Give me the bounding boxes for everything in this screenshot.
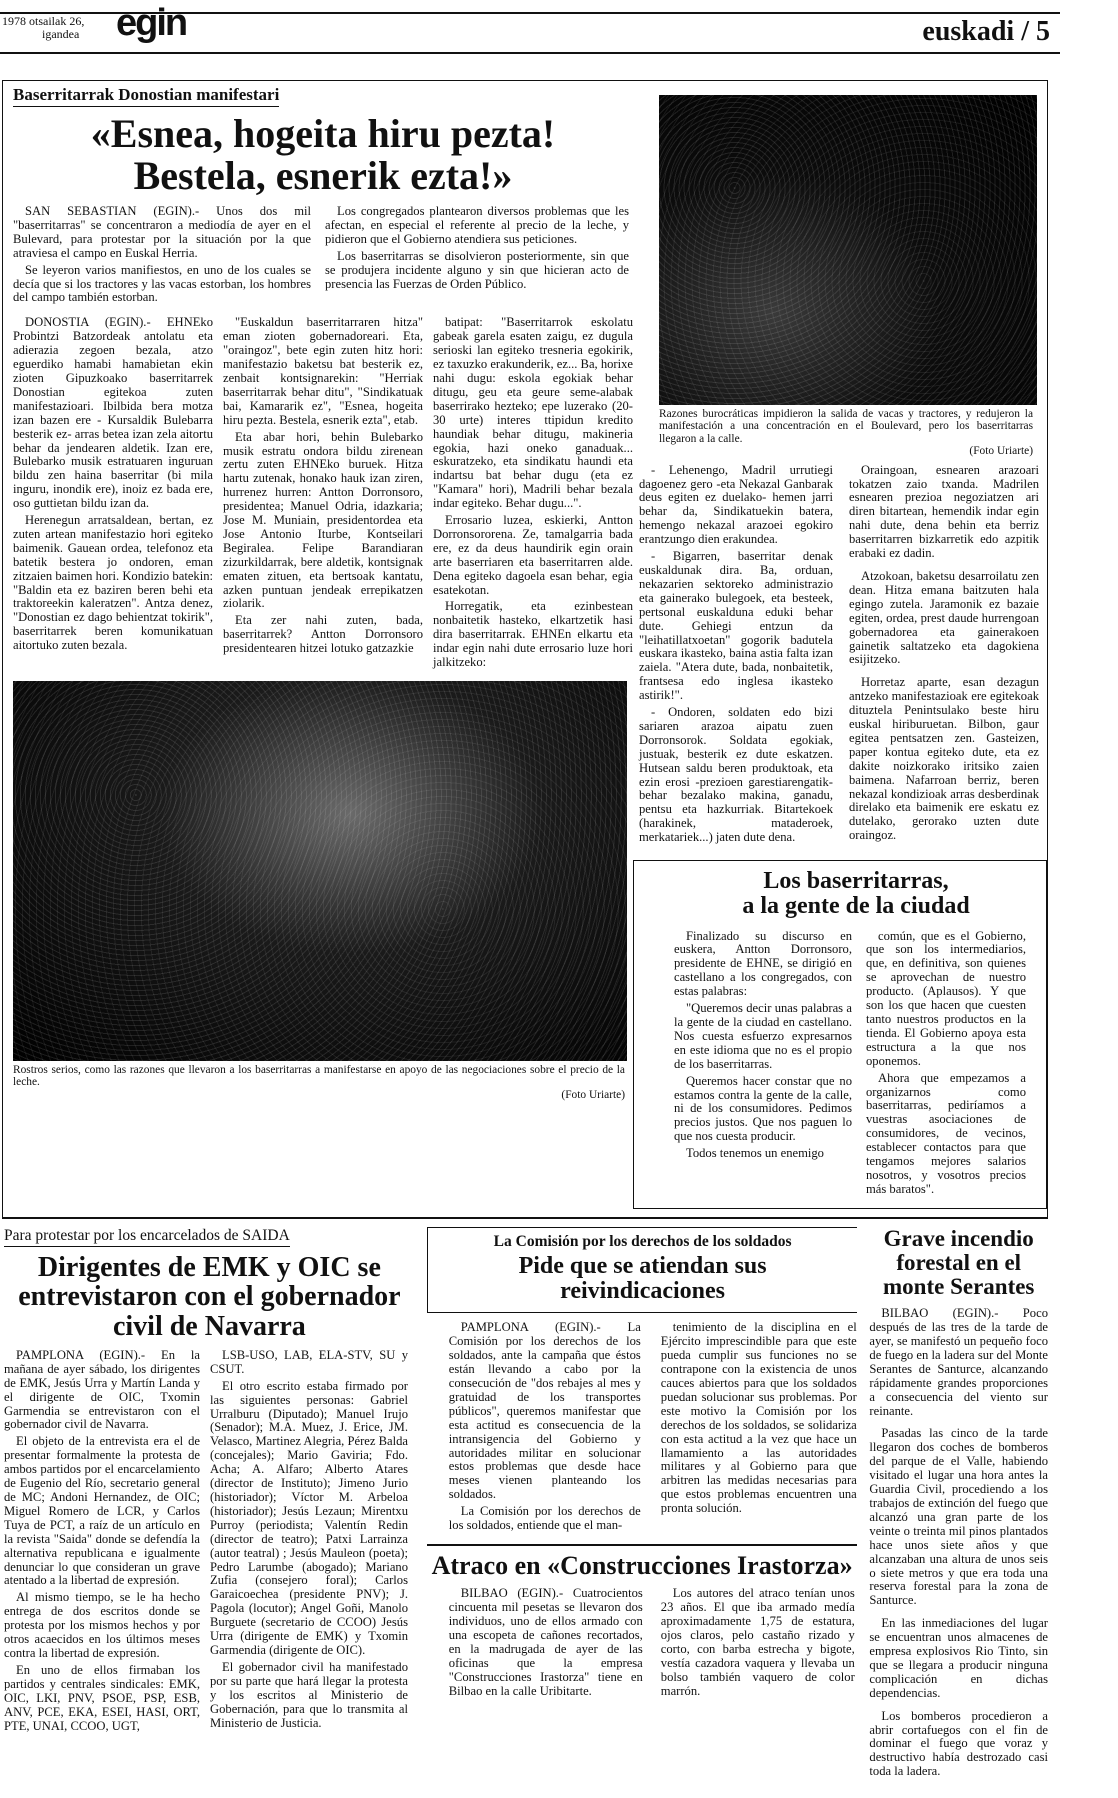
- paragraph: Todos tenemos un enemigo: [686, 1146, 824, 1161]
- weekday: igandea: [42, 27, 80, 41]
- paragraph: SAN SEBASTIAN (EGIN).- Unos dos mil "baserritarras" se concentraron a mediodía de ayer en el Bulevard, para protestar por la situación por la que atraviesa el campo en Euskal Herria.: [13, 204, 311, 260]
- soldados-kicker: La Comisión por los derechos de los soldados: [493, 1232, 792, 1250]
- paragraph: Oraingoan, esnearen arazoari tokatzen zaio txanda. Madrilen esnearen prezioa negoziatzen ari diren bitartean, hemendik indar egin nahi dute, dena behin eta berriz baserritarren bizkarretik edo azpitik erabaki ez dadin.: [849, 462, 1039, 561]
- paragraph: Errosario luzea, eskierki, Antton Dorronsororena. Ze, tamalgarria bada ere, ez da deus haundirik egin orain arte baserriaren eta baserritarren alde. Dena egiteko dagoela esan behar, egia esatekotan.: [433, 513, 633, 597]
- basque-columns: [13, 316, 633, 673]
- incendio-headline: Grave incendio forestal en el monte Serantes: [883, 1225, 1035, 1300]
- caption-text: Razones burocráticas impidieron la salida de vacas y tractores, y redujeron la manifestación a una concentración en el Boulevard, pero los baserritarras llegaron a la calle.: [659, 408, 1033, 445]
- paragraph: Eta zer nahi zuten, bada, baserritarrek? Antton Dorronsoro presidentearen hitzei lotuko gatzazkie: [223, 613, 423, 656]
- paragraph: BILBAO (EGIN).- Cuatrocientos cincuenta mil pesetas se llevaron dos individuos, uno de ellos armado con una escopeta de cañones recortados, en la madrugada de ayer de las oficinas que la empresa "Construcciones Irastorza" tiene en Bilbao en la calle Uribitarte.: [448, 1586, 643, 1698]
- paragraph: LSB-USO, LAB, ELA-STV, SU y CSUT.: [210, 1347, 408, 1376]
- soldados-box: [427, 1227, 858, 1314]
- paragraph: PAMPLONA (EGIN).- La Comisión por los derechos de los soldados, ante la campaña que éstos están llevando a cabo por la consecución de "dos rebajes al mes y gratuidad de los transportes públicos", queremos manifestar que esta actitud es consecuencia de la intransigencia del Gobierno y autoridades militar en solucionar estos problemas que desde hace meses vienen planteando los soldados.: [448, 1320, 641, 1502]
- caption-text: Rostros serios, como las razones que llevaron a los baserritarras a manifestarse en apoyo de las negociaciones sobre el precio de la leche.: [13, 1064, 625, 1089]
- paragraph: Pasadas las cinco de la tarde llegaron dos coches de bomberos del parque de el Valle, habiendo visitado el lugar una hora antes la Guardia Civil, procediendo a los trabajos de extinción del fuego que alcanzó una gran parte de los veinte o treinta mil pinos plantados hace unos siete años y que alcanzaban una altura de unos seis o siete metros y que era toda una reserva forestal para la zona de Santurce.: [869, 1426, 1048, 1608]
- headline-line: a la gente de la ciudad: [742, 893, 970, 920]
- soldados-col1: [449, 1321, 641, 1536]
- paragraph: La Comisión por los derechos de los soldados, entiende que el man-: [448, 1504, 641, 1533]
- paragraph: Se leyeron varios manifiestos, en uno de los cuales se decía que si los tractores y las vacas estorban, los hombres del campo también estorban.: [13, 262, 311, 305]
- atraco-headline: Atraco en «Construcciones Irastorza»: [431, 1551, 853, 1581]
- photo-big-caption: [13, 1064, 625, 1101]
- right-col2: [849, 464, 1039, 853]
- paragraph: El gobernador civil ha manifestado por su parte que hará llegar la protesta y los escritos al Ministerio de Gobernación, para que lo transmita al Ministerio de Justicia.: [210, 1659, 408, 1730]
- emk-columns: [4, 1349, 415, 1736]
- paragraph: BILBAO (EGIN).- Poco después de las tres de la tarde de ayer, se manifestó un pequeño foco de fuego en la ladera sur del Monte Serantes de Santurce, alcanzando rápidamente grandes proporciones a consecuencia del viento sur reinante.: [869, 1306, 1048, 1418]
- basque-col3: [433, 316, 633, 673]
- lead-headline: «Esnea, hogeita hiru pezta! Bestela, esnerik ezta!»: [90, 111, 556, 198]
- section-page-label: euskadi / 5: [922, 16, 1050, 47]
- emk-col1: [4, 1349, 200, 1736]
- paragraph: batipat: "Baserritarrok eskolatu gabeak garela esaten zaigu, ez dugula serioski lan egiteko tresneria egokirik, ez taxuzko erakunderik, ez... Ba, horixe nahi dugu: eskola egokiak behar ditugu, geu eta geure seme-alabak baserrirako hezteko; epe luzerako (20-30 urte) interes ttipidun kredito haundiak behar ditugu, makineria egokia, hazi oneko ganaduak... eskuratzeko, eta sindikatu haundi eta indartsu bat behar dugu (eta ez "Kamara" hori), Madrili behar bezala indar egiteko. Behar dugu...".: [433, 315, 634, 511]
- photo-credit: (Foto Uriarte): [561, 1088, 625, 1101]
- paragraph: - Bigarren, baserritar denak euskaldunak dira. Ba, orduan, nekazarien sektoreko administrazio eta gainerako bulegoek, eta besteek, pertsonal euskalduna eduki behar dute. Gehiegi entzun da "leihatillatxoetan" gogorik badutela euskara ikasteko, baina astia falta izan zaiela. "Atera dute, bada, nonbaitetik, frantsesa edo inglesa ikasteko astirik!".: [639, 549, 833, 703]
- paragraph: - Ondoren, soldaten edo bizi sariaren arazoa aipatu zuen Dorronsorok. Soldata egokiak, justuak, besterik ez dute eskatzen. Hutsean saldu beren produktoak, eta ezin erosi -prezioen garestiarengatik- behar bezalako makina, ganadu, pentsu eta hazkurriak. Bitartekoek (harakinek, mataderoek, merkatariek...) jaten dute dena.: [639, 705, 833, 845]
- box-baserritarras: [633, 860, 1047, 1209]
- basque-col1: [13, 316, 213, 656]
- emk-headline: Dirigentes de EMK y OIC se entrevistaron con el gobernador civil de Navarra: [18, 1251, 401, 1342]
- egin-logo: egin: [116, 2, 187, 44]
- soldados-bottom-rule: [427, 1544, 858, 1546]
- box-col2: [866, 930, 1026, 1200]
- photo-concentration-boulevard: [659, 95, 1037, 405]
- lead-intro-col2: [325, 205, 629, 294]
- lead-intro: [13, 205, 633, 308]
- paragraph: El otro escrito estaba firmado por las siguientes personas: Gabriel Urralburu (Diputado); Manuel Irujo (Senador); M.A. Muez, J. Erice, JM. Velasco, Martinez Alegria, Pérez Balda (concejales); Mario Gaviria; Fdo. Acha; A. Alfaro; Alberto Atares (director de Instituto); Jimeno Jurio (historiador); Víctor M. Arbeloa (historiador); Jesús Lezaun; Mirentxu Purroy (periodista; Valentín Redin (director de teatro); Patxi Larrainza (autor teatral) ; Jesús Mauleon (poeta); Pedro Larumbe (abogado); Mariano Zufia (consejero foral); Carlos Garaicoechea (presidente PNV); J. Pagola (locutor); Angel Goñi, Manolo Burguete (secretario de CCOO) Jesús Urra (dirigente de EMK) y Txomin Garmendia (dirigente de OIC).: [210, 1378, 408, 1657]
- paragraph: El objeto de la entrevista era el de presentar formalmente la protesta de ambos partidos por el encarcelamiento de Eugenio del Río, secretario general de MC; Andoni Hernandez, de OIC; Miguel Romero de LCR, y Carlos Tuya de PCT, a raíz de un artículo en la revista "Saida" donde se defendía la alternativa republicana e igualmente denunciar lo que consideran un grave atentado a la libertad de expresión.: [4, 1434, 200, 1588]
- soldados-col2: [661, 1321, 857, 1519]
- lead-right-area: [639, 85, 1047, 1209]
- paragraph: En las inmediaciones del lugar se encuentran unos almacenes de empresa explosivos Rio Tinto, sin que se llegara a producir ninguna complicación en dichas dependencias.: [869, 1616, 1048, 1700]
- paragraph: Herenegun arratsaldean, bertan, ez zuten artean manifestazio hori egiteko baimenik. Gauean ordea, telefonoz eta batetik bestera jo ondoren, eman zitzaien baimen hori. Kondizio batekin: "Baldin eta ez baziren beren behi eta traktoreekin kaleratzen". Antza denez, "Donostian ez dago behientzat tokirik", baserritarrek beren komunikatuan aitortuko zuten bezala.: [13, 513, 213, 653]
- paragraph: - Lehenengo, Madril urrutiegi dagoenez gero -eta Nekazal Ganbarak deus egiten ez duelako- hemen jarri behar da, Sindikatuekin batera, hemengo nekazal arazoei egokiro erantzungo dien erakundea.: [639, 462, 833, 547]
- basque-col2: [223, 316, 423, 659]
- lead-kicker: Baserritarrak Donostian manifestari: [13, 85, 279, 107]
- paragraph: DONOSTIA (EGIN).- EHNEko Probintzi Batzordeak antolatu eta adierazia zegoen bezala, atzo eguerdiko hamabi hamabietan ekin zioten Gipuzkoako baserritarrek Donostian egitekoa zuten manifestazioari. Ibilbida bera motza izan bazen ere - Kursaldik Bulebarra besterik ez- arras betea izan zela aitortu behar da jendearen aldetik. Izan ere, Bulebarko musik estratuaren inguruan bildu zen haina baserritar (bi mila inguru, inondik ere), inoiz ez bada ere, oso guttietan bildu izan da.: [13, 315, 213, 511]
- paragraph: Atzokoan, baketsu desarroilatu zen dean. Hitza emana baitzuten hala egingo zutela. Jaramonik ez bazaie egiten, ordea, prest daude hurrengoan gobernadorea eta gainerakoen gainetik saltatzeko eta dagokiena esijitzeko.: [849, 568, 1039, 667]
- emk-article: [4, 1227, 415, 1737]
- atraco-columns: [427, 1587, 858, 1701]
- paragraph: Los congregados plantearon diversos problemas que les afectan, en especial el referente al precio de la leche, y pidieron que el Gobierno atendiera sus peticiones.: [325, 204, 629, 246]
- box-columns: [674, 930, 1038, 1200]
- bottom-articles: [4, 1227, 1048, 1798]
- paragraph: "Queremos decir unas palabras a la gente de la ciudad en castellano. Nos cuesta esfuerzo expresarnos en este idioma que no es el propio de los baserritarras.: [674, 1001, 852, 1071]
- lead-article: [2, 80, 1048, 1219]
- paragraph: Finalizado su discurso en euskera, Antton Dorronsoro, presidente de EHNE, se dirigió en castellano a los congregados, con estas palabras:: [674, 928, 852, 999]
- paragraph: Horregatik, eta ezinbestean nonbaitetik hasteko, elkartzetik hasi dira baserritarrak. EHNEn elkartu eta indar egin nahi dute errosario luze hori jalkitzeko:: [433, 599, 633, 670]
- masthead: [0, 0, 1118, 80]
- emk-col2: [210, 1349, 408, 1733]
- photo-farmers-faces: [13, 681, 627, 1061]
- photo-top-caption: [659, 408, 1033, 458]
- paragraph: En uno de ellos firmaban los partidos y centrales sindicales: EMK, OIC, LKI, PNV, PSOE, PSP, ESB, ANV, PCE, EKA, ESEI, HASI, ORT, PTE, UNAI, CCOO, UGT,: [4, 1662, 200, 1733]
- atraco-col2: [661, 1587, 855, 1701]
- incendio-col: [869, 1307, 1048, 1779]
- soldados-headline: Pide que se atiendan sus reivindicaciones: [518, 1253, 767, 1305]
- box-headline: [674, 869, 1038, 919]
- paragraph: Los autores del atraco tenían unos 23 años. El que iba armado medía aproximadamente 1,75 de estatura, ojos claros, pelo castaño rizado y corto, con barba estrecha y bigote, vestía cazadora vaquera y llevaba un bolso también vaquero de color marrón.: [660, 1586, 855, 1698]
- atraco-col1: [449, 1587, 643, 1701]
- box-col1: [674, 930, 852, 1165]
- soldados-columns: [427, 1321, 858, 1536]
- photo-credit: (Foto Uriarte): [969, 445, 1033, 458]
- paragraph: Los baserritarras se disolvieron posteriormente, sin que se produjera incidente alguno y sin que hicieran acto de presencia las Fuerzas de Orden Público.: [325, 248, 629, 291]
- paragraph: Queremos hacer constar que no estamos contra la gente de la calle, ni de los consumidores. Pedimos precios justos. Que nos paguen lo que nos cuesta producir.: [674, 1073, 852, 1144]
- right-col1: [639, 464, 833, 848]
- middle-articles: [427, 1227, 858, 1702]
- lead-left-area: [3, 85, 633, 1101]
- paragraph: "Euskaldun baserritarraren hitza" eman zioten gobernadoreari. Eta, "oraingoz", bete egin zuten hitz hori: manifestazio baketsu bat besterik ez, zenbait kontsignarekin: "Herriak baserritarrak behar ditu", "Sindikatuak bai, Kamararik ez", "Esnea, hogeita hiru pezta. Bestela, esnerik ezta", etab.: [223, 315, 423, 427]
- paragraph: tenimiento de la disciplina en el Ejército imprescindible para que este pueda cumplir sus funciones no se contrapone con la existencia de unos cauces abiertos para que los soldados puedan solucionar sus problemas. Por este motivo la Comisión por los derechos de los soldados, se solidariza con esta actitud a la vez que hace un llamamiento a las autoridades militares y al Gobierno para que arbitren las medidas necesarias para que estos problemas encuentren una pronta solución.: [660, 1320, 857, 1516]
- incendio-article: [869, 1227, 1048, 1788]
- paragraph: PAMPLONA (EGIN).- En la mañana de ayer sábado, los dirigentes de EMK, Jesús Urra y Martín Landa y el dirigente de OIC, Txomin Garmendia se entrevistaron con el gobernador civil de Navarra.: [4, 1347, 200, 1432]
- paragraph: Al mismo tiempo, se le ha hecho entrega de dos escritos donde se protesta por los mismos hechos y por otros acaecidos en los últimos meses contra la libertad de expresión.: [4, 1590, 200, 1660]
- date-line: 1978 otsailak 26,: [2, 14, 85, 28]
- paragraph: Ahora que empezamos a organizarnos como baserritarras, pediríamos a vuestras asociaciones de consumidores, de vecinos, establecer contactos para que tengamos mejores salarios nosotros, y vosotros precios más baratos".: [866, 1070, 1026, 1196]
- masthead-bottom-rule: [0, 52, 1060, 54]
- issue-date: [2, 15, 84, 41]
- right-columns: [639, 464, 1047, 853]
- paragraph: Los bomberos procedieron a abrir cortafuegos con el fin de dominar el fuego que voraz y destructivo había destrozado casi toda la ladera.: [869, 1708, 1048, 1779]
- paragraph: Horretaz aparte, esan dezagun antzeko manifestazioak ere egitekoak dituztela Penintsulako beste hiru euskal hiriburuetan. Bilbon, gaur egitea pentsatzen zen. Gasteizen, paper kontua egiteko dute, eta ez dakite noizkorako iritsiko zaien baimena. Nafarroan berriz, beren nekazal kondizioak arras desberdinak direlako eta baimenik ere eskatu ez dutelako, gerorako uzten dute oraingoz.: [849, 675, 1039, 843]
- paragraph: Eta abar hori, behin Bulebarko musik estratu ondora bildu zirenean zertu zuten EHNEko buruek. Hitza hartu zutenak, honako hauk izan ziren, hurrenez hurren: Antton Dorronsoro, presidentea; Manuel Odria, idazkaria; Jose M. Muniain, presidentordea eta Jose Antonio Iturbe, Kontseilari Begiralea. Felipe Barandiaran zizurkildarrak, bere aldetik, kontsignak ematen zituen, eta bertsoak kantatu, azken puntuan jendeak errepikatzen ziolarik.: [223, 429, 423, 611]
- emk-kicker: Para protestar por los encarcelados de SAIDA: [4, 1227, 290, 1247]
- lead-intro-col1: [13, 205, 311, 308]
- paragraph: común, que es el Gobierno, que son los intermediarios, que, en definitiva, son quienes se aprovechan de nuestro producto. (Aplausos). Y que son los que hacen que cuesten tanto nuestros productos en la tienda. El Gobierno apoya esta estructura a la que nos oponemos.: [866, 928, 1026, 1068]
- headline-line: Los baserritarras,: [763, 868, 949, 895]
